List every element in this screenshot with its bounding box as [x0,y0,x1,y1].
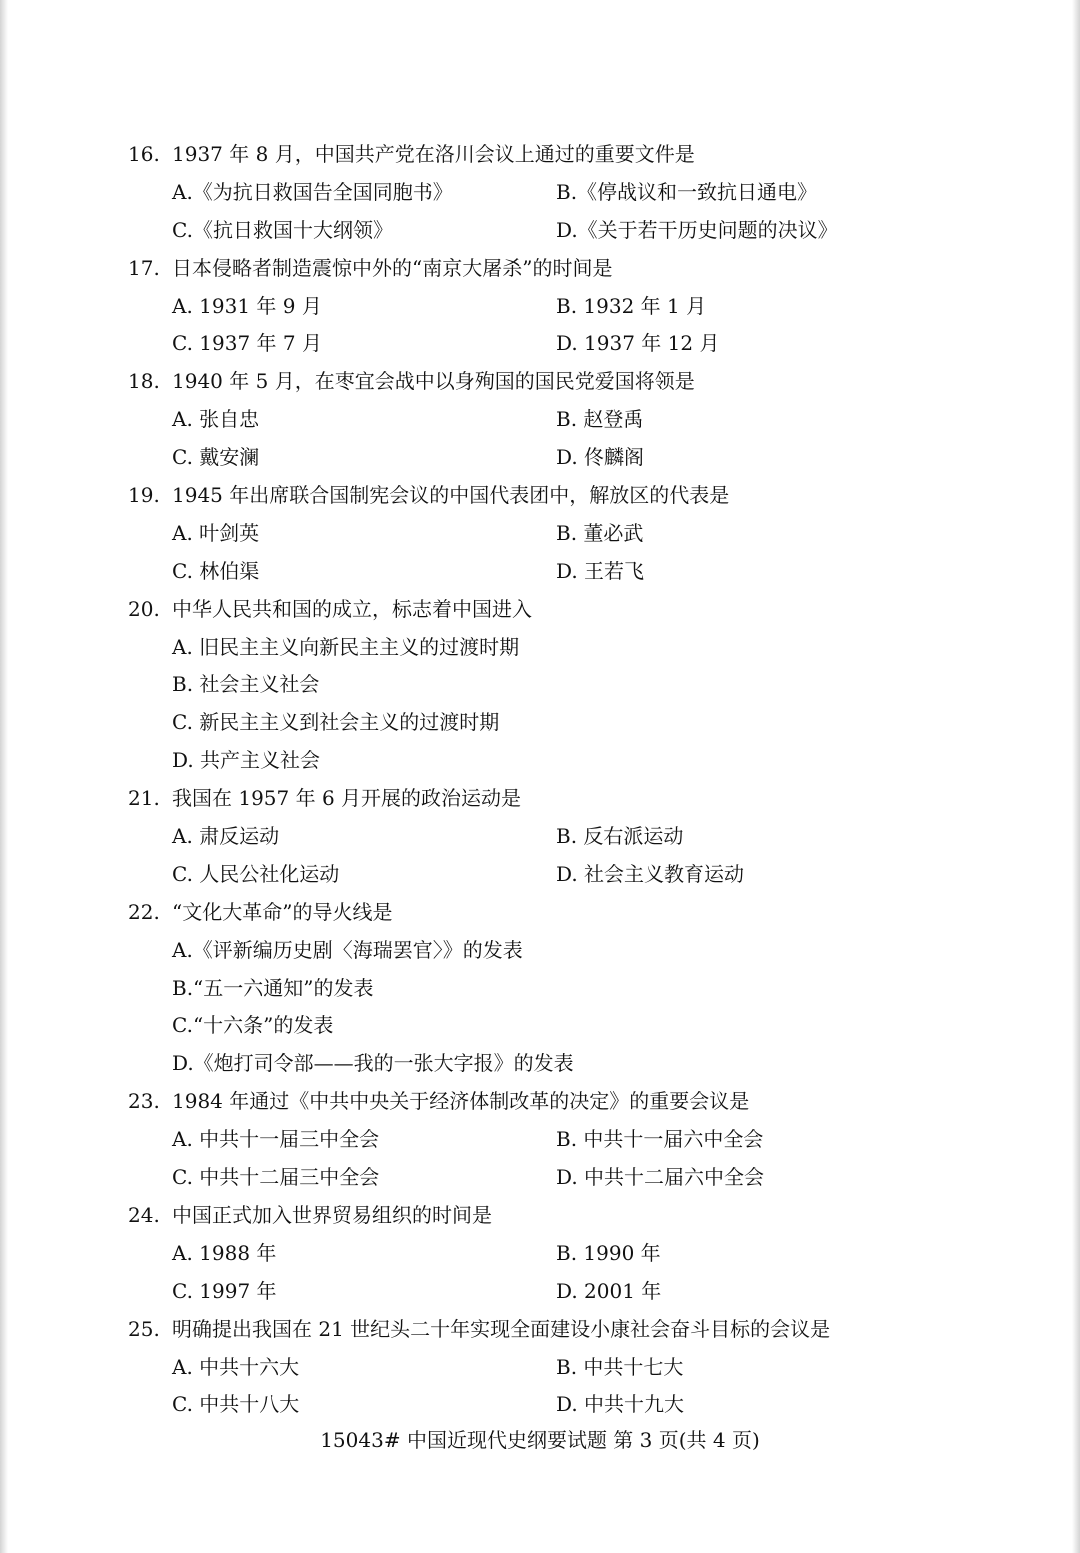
answer-option: D. 中共十九大 [556,1392,685,1417]
answer-option: A. 张自忠 [172,407,260,432]
answer-option: B. 中共十七大 [556,1354,684,1379]
answer-option: C. 中共十八大 [172,1392,300,1417]
question-text: 1937 年 8 月，中国共产党在洛川会议上通过的重要文件是 [172,142,695,166]
option-row [128,515,1028,553]
question-number: 16. [128,142,160,166]
question-number: 17. [128,255,160,280]
answer-option: A. 肃反运动 [172,824,280,849]
answer-option: C. 中共十二届三中全会 [172,1165,380,1190]
question-text: 1945 年出席联合国制宪会议的中国代表团中，解放区的代表是 [172,483,730,508]
answer-option: C. 林伯渠 [172,558,260,583]
option-row [128,856,1028,894]
option-row [128,288,1028,326]
answer-option: D. 1937 年 12 月 [556,331,720,356]
option-row [128,1235,1028,1273]
question-text: 中华人民共和国的成立，标志着中国进入 [172,596,532,621]
question-stem [128,1197,1028,1235]
question-stem [128,477,1028,515]
question-number: 19. [128,483,160,508]
answer-option: D. 社会主义教育运动 [556,861,745,886]
option-row [128,439,1028,477]
question-number: 20. [128,596,160,621]
page-footer: 15043# 中国近现代史纲要试题 第 3 页(共 4 页) [320,1428,760,1452]
question-text: 1984 年通过《中共中央关于经济体制改革的决定》的重要会议是 [172,1089,750,1114]
question-list [128,136,1028,1424]
answer-option: D.《关于若干历史问题的决议》 [556,217,838,242]
answer-option: D. 王若飞 [556,558,645,583]
answer-option: B. 赵登禹 [556,407,644,432]
answer-option: A. 旧民主主义向新民主主义的过渡时期 [172,634,520,659]
answer-option: B. 中共十一届六中全会 [556,1127,764,1152]
answer-option: C. 人民公社化运动 [172,861,340,886]
question-stem [128,894,1028,932]
option-row [128,212,1028,250]
option-row [128,1159,1028,1197]
question-text: 1940 年 5 月，在枣宜会战中以身殉国的国民党爱国将领是 [172,369,695,394]
answer-option: B.“五一六通知”的发表 [172,975,374,1000]
question-number: 23. [128,1089,160,1114]
question-stem [128,136,1028,174]
option-row [128,174,1028,212]
answer-option: A.《为抗日救国告全国同胞书》 [172,179,453,204]
answer-option: B. 1932 年 1 月 [556,293,707,318]
option-row [128,1386,1028,1424]
option-row [128,1349,1028,1387]
question-number: 24. [128,1202,160,1227]
answer-option: D. 共产主义社会 [172,748,321,773]
answer-option: D. 2001 年 [556,1278,662,1303]
question-text: 中国正式加入世界贸易组织的时间是 [172,1202,492,1227]
answer-option: A.《评新编历史剧〈海瑞罢官〉》的发表 [172,937,523,962]
answer-option: A. 1988 年 [172,1240,277,1265]
option-row [128,401,1028,439]
answer-option: A. 1931 年 9 月 [172,293,322,318]
answer-option: C. 1937 年 7 月 [172,331,322,356]
answer-option: B.《停战议和一致抗日通电》 [556,179,818,204]
question-number: 25. [128,1316,160,1341]
answer-option: C. 1997 年 [172,1278,277,1303]
scan-edge-right [1072,0,1080,1553]
answer-option: D. 中共十二届六中全会 [556,1165,765,1190]
question-number: 22. [128,899,160,924]
question-text: 明确提出我国在 21 世纪头二十年实现全面建设小康社会奋斗目标的会议是 [172,1316,831,1341]
answer-option: A. 中共十一届三中全会 [172,1127,380,1152]
question-number: 18. [128,369,160,394]
question-stem [128,363,1028,401]
question-stem [128,1311,1028,1349]
answer-option: B. 反右派运动 [556,824,684,849]
option-row [128,1121,1028,1159]
answer-option: D.《炮打司令部——我的一张大字报》的发表 [172,1051,574,1076]
answer-option: A. 中共十六大 [172,1354,300,1379]
answer-option: C.“十六条”的发表 [172,1013,334,1038]
answer-option: B. 董必武 [556,520,644,545]
scan-edge-left [0,0,8,1553]
option-row [128,1273,1028,1311]
question-stem [128,250,1028,288]
answer-option: C.《抗日救国十大纲领》 [172,217,393,242]
answer-option: C. 新民主主义到社会主义的过渡时期 [172,710,500,735]
answer-option: B. 社会主义社会 [172,672,320,697]
question-stem [128,780,1028,818]
question-text: 日本侵略者制造震惊中外的“南京大屠杀”的时间是 [172,255,613,280]
answer-option: D. 佟麟阁 [556,445,645,470]
question-stem [128,1083,1028,1121]
question-number: 21. [128,786,160,811]
option-row [128,325,1028,363]
answer-option: A. 叶剑英 [172,520,260,545]
question-stem [128,591,1028,629]
answer-option: C. 戴安澜 [172,445,260,470]
option-row [128,818,1028,856]
option-row [128,553,1028,591]
question-text: 我国在 1957 年 6 月开展的政治运动是 [172,786,522,811]
answer-option: B. 1990 年 [556,1240,661,1265]
question-text: “文化大革命”的导火线是 [172,899,393,924]
